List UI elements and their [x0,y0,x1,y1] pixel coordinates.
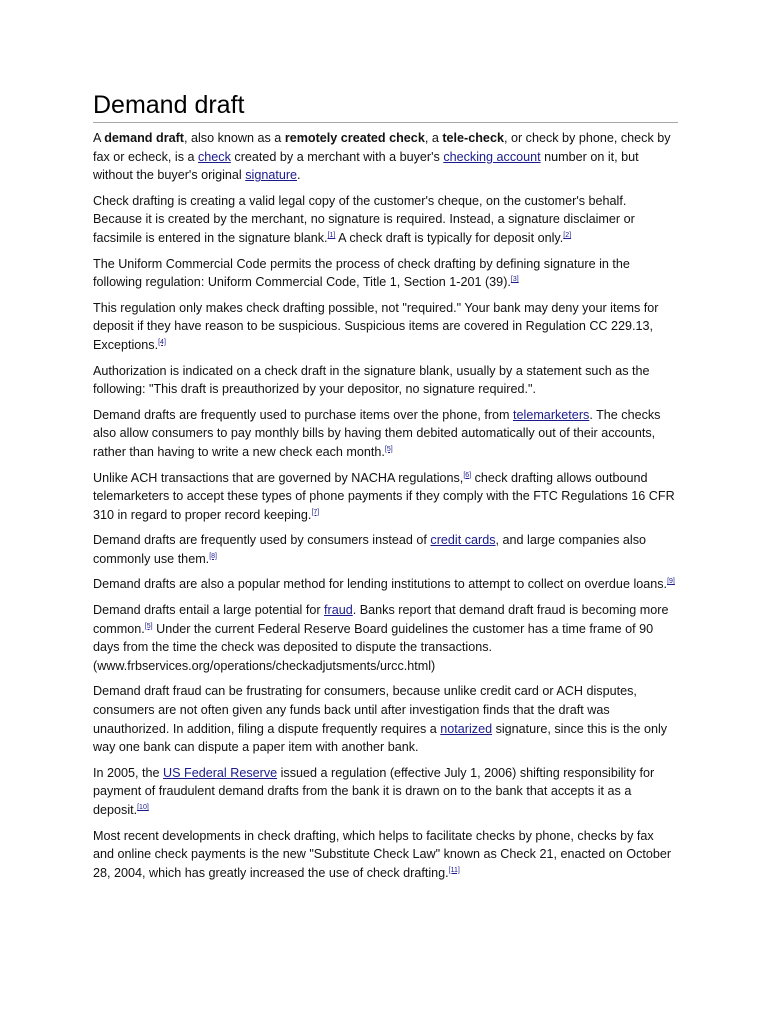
text: In 2005, the [93,765,164,780]
text: Demand drafts are frequently used by consumers instead of [93,533,431,548]
paragraph-check-drafting [93,192,678,248]
text: Demand draft fraud can be frustrating for consumers, because unlike credit card or ACH disputes, consumers are not often given any funds back until after investigation finds that the draft was unauthorized. In addition, filing a dispute frequently requires a [93,684,637,736]
text: . Banks report that demand draft fraud is becoming more common. [93,603,669,636]
text: . The checks also allow consumers to pay monthly bills by having them debited automatically out of their accounts, rather than having to write a new check each month. [93,407,661,459]
paragraph-ach [93,469,678,525]
paragraph-lending [93,575,678,594]
text: . [297,168,301,183]
text: , a [424,131,443,145]
paragraph-fraud [93,601,678,675]
link-signature[interactable]: signature [245,168,298,183]
text: Demand drafts are frequently used to purchase items over the phone, from [93,407,514,422]
bold-term-demand-draft: demand draft [104,131,184,145]
text: Most recent developments in check drafting, which helps to facilitate checks by phone, checks by fax and online check payments is the new "Substitute Check Law" known as Check 21, enacted on October 28, 2004, which has greatly increased the use of check drafting. [93,828,672,880]
paragraph-credit-cards [93,531,678,568]
text: Authorization is indicated on a check draft in the signature blank, usually by a statement such as the following: "This draft is preauthorized by your depositor, no signature required.". [93,363,650,397]
text: signature, since this is the only way one bank can dispute a paper item with another bank. [93,721,668,755]
text: , also known as a [184,131,285,145]
paragraph-authorization [93,362,678,399]
article [93,90,678,889]
link-checking-account[interactable]: checking account [443,149,541,164]
paragraph-federal-reserve [93,764,678,820]
text: A [93,131,105,145]
citation-8[interactable]: [8] [209,552,217,560]
page-title: Demand draft [93,90,678,123]
link-credit-cards[interactable]: credit cards [430,533,496,548]
citation-6[interactable]: [6] [463,471,472,479]
text: Demand drafts are also a popular method for lending institutions to attempt to collect on overdue loans. [93,577,668,592]
text: number on it, but without the buyer's original [93,149,639,183]
text: , or check by phone, check by fax or echeck, is a [93,131,671,164]
text: This regulation only makes check drafting possible, not "required." Your bank may deny your items for deposit if they have reason to be suspicious. Suspicious items are covered in Regulation CC 229.13, Exceptions. [93,300,659,352]
citation-10[interactable]: [10] [137,804,149,811]
text: Unlike ACH transactions that are governed by NACHA regulations, [93,470,464,485]
citation-5b[interactable]: [5] [144,622,153,630]
citation-11[interactable]: [11] [448,866,460,874]
link-notarized[interactable]: notarized [440,721,493,736]
text: Demand drafts entail a large potential for [93,603,325,618]
link-us-federal-reserve[interactable]: US Federal Reserve [163,765,278,780]
paragraph-ucc [93,255,678,292]
text: Under the current Federal Reserve Board guidelines the customer has a time frame of 90 days from the time the check was deposited to dispute the transactions. (www.frbservices.org/operations/checkadjutsments/urcc.html) [93,621,654,673]
link-check[interactable]: check [198,149,231,164]
text: check drafting allows outbound telemarketers to accept these types of phone payments if they comply with the FTC Regulations 16 CFR 310 in regard to proper record keeping. [93,470,675,522]
bold-term-remotely-created-check: remotely created check [284,131,425,145]
paragraph-intro [93,129,678,185]
bold-term-tele-check: tele-check [442,131,504,145]
paragraph-regulation [93,299,678,355]
paragraph-check-21 [93,827,678,883]
citation-4[interactable]: [4] [158,338,166,346]
text: created by a merchant with a buyer's [230,149,444,164]
citation-7[interactable]: [7] [311,508,320,516]
text: issued a regulation (effective July 1, 2006) shifting responsibility for payment of fraudulent demand drafts from the bank it is drawn on to the bank that accepts it as a deposit. [93,765,655,817]
link-telemarketers[interactable]: telemarketers [513,407,590,422]
text: , and large companies also commonly use them. [93,533,647,566]
citation-3[interactable]: [3] [510,276,519,284]
citation-9[interactable]: [9] [667,578,675,586]
text: The Uniform Commercial Code permits the process of check drafting by defining signature in the following regulation: Uniform Commercial Code, Title 1, Section 1-201 (39). [93,256,630,290]
text: Check drafting is creating a valid legal copy of the customer's cheque, on the customer's behalf. Because it is created by the merchant, no signature is required. Instead, a signature disclaimer or facsimile is entered in the signature blank. [93,193,635,245]
link-fraud[interactable]: fraud [324,603,353,618]
paragraph-disputes [93,682,678,756]
paragraph-telemarketers [93,406,678,462]
citation-5[interactable]: [5] [384,445,393,453]
citation-2[interactable]: [2] [563,231,572,239]
text: A check draft is typically for deposit only. [335,230,564,245]
citation-1[interactable]: [1] [327,231,336,239]
